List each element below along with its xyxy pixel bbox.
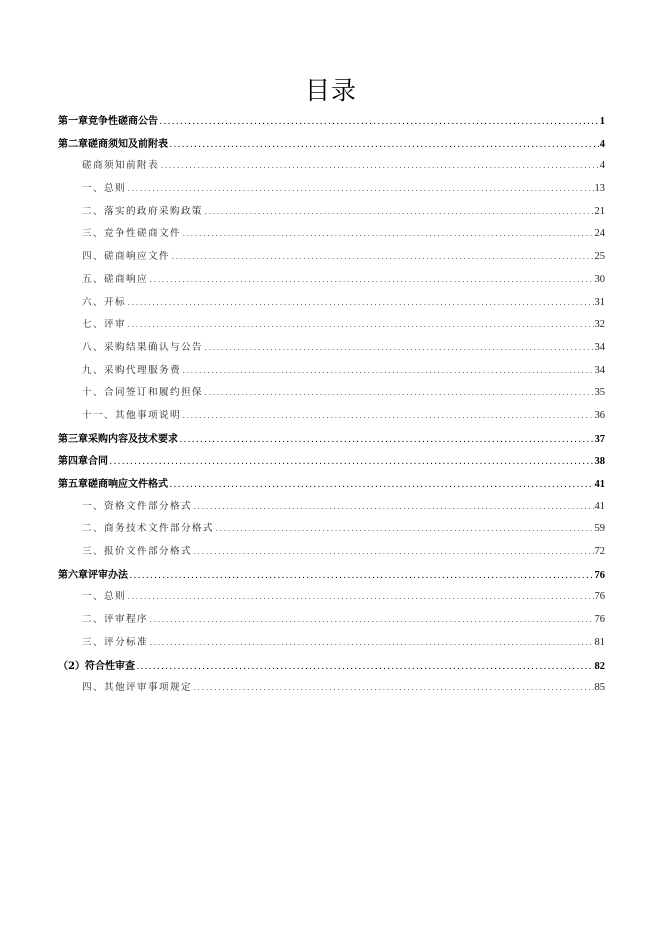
toc-entry[interactable] xyxy=(58,611,605,634)
toc-entry-label: 二、落实的政府采购政策 xyxy=(82,205,203,217)
toc-leader-dots xyxy=(149,617,594,624)
toc-leader-dots xyxy=(149,640,594,647)
toc-entry[interactable] xyxy=(58,407,605,430)
toc-entry[interactable] xyxy=(58,475,605,498)
table-of-contents xyxy=(58,112,605,702)
toc-entry-label: 五、磋商响应 xyxy=(82,273,148,285)
toc-leader-dots xyxy=(127,594,594,601)
toc-entry[interactable] xyxy=(58,135,605,158)
toc-entry[interactable] xyxy=(58,157,605,180)
toc-entry[interactable] xyxy=(58,430,605,453)
toc-entry-page: 21 xyxy=(594,205,605,217)
toc-entry[interactable] xyxy=(58,384,605,407)
toc-entry-label: 一、总则 xyxy=(82,183,126,195)
toc-entry-label: 一、总则 xyxy=(82,591,126,603)
toc-entry[interactable] xyxy=(58,225,605,248)
toc-entry-page: 72 xyxy=(594,546,605,558)
toc-leader-dots xyxy=(193,549,594,556)
toc-leader-dots xyxy=(129,573,594,580)
toc-entry-label: 磋商须知前附表 xyxy=(82,160,159,172)
toc-entry-page: 1 xyxy=(599,116,605,127)
toc-entry[interactable] xyxy=(58,566,605,589)
toc-entry-page: 85 xyxy=(594,682,605,694)
toc-entry-label: 八、采购结果确认与公告 xyxy=(82,341,203,353)
toc-entry-page: 37 xyxy=(594,433,605,445)
toc-entry-page: 25 xyxy=(594,251,605,263)
toc-entry-label: 六、开标 xyxy=(82,296,126,308)
toc-entry[interactable] xyxy=(58,248,605,271)
toc-entry-label: 九、采购代理服务费 xyxy=(82,364,181,376)
toc-entry[interactable] xyxy=(58,339,605,362)
toc-leader-dots xyxy=(182,368,594,375)
page-title: 目录 xyxy=(304,76,357,105)
toc-entry-page: 41 xyxy=(594,500,605,512)
toc-entry-page: 31 xyxy=(594,296,605,308)
toc-leader-dots xyxy=(182,231,594,238)
toc-leader-dots xyxy=(127,186,594,193)
toc-entry-label: 第二章磋商须知及前附表 xyxy=(58,138,168,150)
toc-leader-dots xyxy=(193,504,594,511)
toc-leader-dots xyxy=(204,209,594,216)
toc-leader-dots xyxy=(127,322,594,329)
toc-entry-page: 59 xyxy=(594,523,605,535)
toc-entry-label: 十、合同签订和履约担保 xyxy=(82,387,203,399)
toc-entry-label: 第六章评审办法 xyxy=(58,569,128,581)
toc-entry[interactable] xyxy=(58,679,605,702)
toc-entry-label: 一、资格文件部分格式 xyxy=(82,500,192,512)
toc-leader-dots xyxy=(149,277,594,284)
toc-entry-label: 二、评审程序 xyxy=(82,614,148,626)
toc-entry[interactable] xyxy=(58,520,605,543)
toc-entry-label: 三、报价文件部分格式 xyxy=(82,546,192,558)
toc-entry-label: 第五章磋商响应文件格式 xyxy=(58,479,168,490)
toc-entry[interactable] xyxy=(58,180,605,203)
toc-entry[interactable] xyxy=(58,452,605,475)
toc-entry-page: 13 xyxy=(594,183,605,195)
toc-entry-page: 34 xyxy=(594,364,605,376)
toc-leader-dots xyxy=(193,685,594,692)
toc-entry[interactable] xyxy=(58,112,605,135)
toc-entry[interactable] xyxy=(58,498,605,521)
toc-entry[interactable] xyxy=(58,634,605,657)
toc-entry-label: 二、商务技术文件部分格式 xyxy=(82,523,214,535)
toc-entry-page: 4 xyxy=(599,138,605,150)
toc-entry-page: 35 xyxy=(594,387,605,399)
toc-entry[interactable] xyxy=(58,271,605,294)
toc-entry-page: 32 xyxy=(594,319,605,331)
toc-entry-page: 76 xyxy=(594,569,605,581)
toc-leader-dots xyxy=(136,664,594,671)
toc-entry-label: 第三章采购内容及技术要求 xyxy=(58,433,178,445)
toc-leader-dots xyxy=(179,437,594,444)
toc-entry-label: 三、竞争性磋商文件 xyxy=(82,228,181,240)
toc-entry-page: 34 xyxy=(594,341,605,353)
toc-leader-dots xyxy=(160,163,599,170)
toc-entry-label: 四、磋商响应文件 xyxy=(82,251,170,263)
toc-entry[interactable] xyxy=(58,588,605,611)
toc-entry-label: 第四章合同 xyxy=(58,456,108,468)
toc-entry[interactable] xyxy=(58,543,605,566)
toc-entry-page: 36 xyxy=(594,409,605,421)
toc-entry-page: 38 xyxy=(594,456,605,468)
toc-leader-dots xyxy=(159,119,599,126)
toc-leader-dots xyxy=(127,300,594,307)
toc-entry[interactable] xyxy=(58,657,605,680)
toc-leader-dots xyxy=(169,142,599,149)
toc-leader-dots xyxy=(171,254,594,261)
toc-entry-label: 十一、其他事项说明 xyxy=(82,409,181,421)
toc-leader-dots xyxy=(109,459,594,466)
toc-entry[interactable] xyxy=(58,316,605,339)
toc-entry[interactable] xyxy=(58,294,605,317)
toc-leader-dots xyxy=(204,390,594,397)
toc-entry-label: 七、评审 xyxy=(82,319,126,331)
toc-entry-page: 76 xyxy=(594,614,605,626)
toc-leader-dots xyxy=(204,345,594,352)
toc-leader-dots xyxy=(182,413,594,420)
toc-entry[interactable] xyxy=(58,203,605,226)
toc-entry-page: 41 xyxy=(594,479,605,490)
toc-entry-page: 76 xyxy=(594,591,605,603)
toc-entry-label: 三、评分标准 xyxy=(82,636,148,648)
toc-leader-dots xyxy=(169,482,594,489)
toc-entry-page: 4 xyxy=(599,160,605,172)
toc-entry[interactable] xyxy=(58,362,605,385)
toc-entry-page: 30 xyxy=(594,273,605,285)
toc-entry-label: （2）符合性审查 xyxy=(58,660,135,672)
toc-entry-label: 第一章竞争性磋商公告 xyxy=(58,116,158,127)
toc-entry-page: 82 xyxy=(594,660,605,672)
toc-leader-dots xyxy=(215,526,594,533)
toc-entry-label: 四、其他评审事项规定 xyxy=(82,682,192,694)
toc-entry-page: 81 xyxy=(594,636,605,648)
toc-entry-page: 24 xyxy=(594,228,605,240)
